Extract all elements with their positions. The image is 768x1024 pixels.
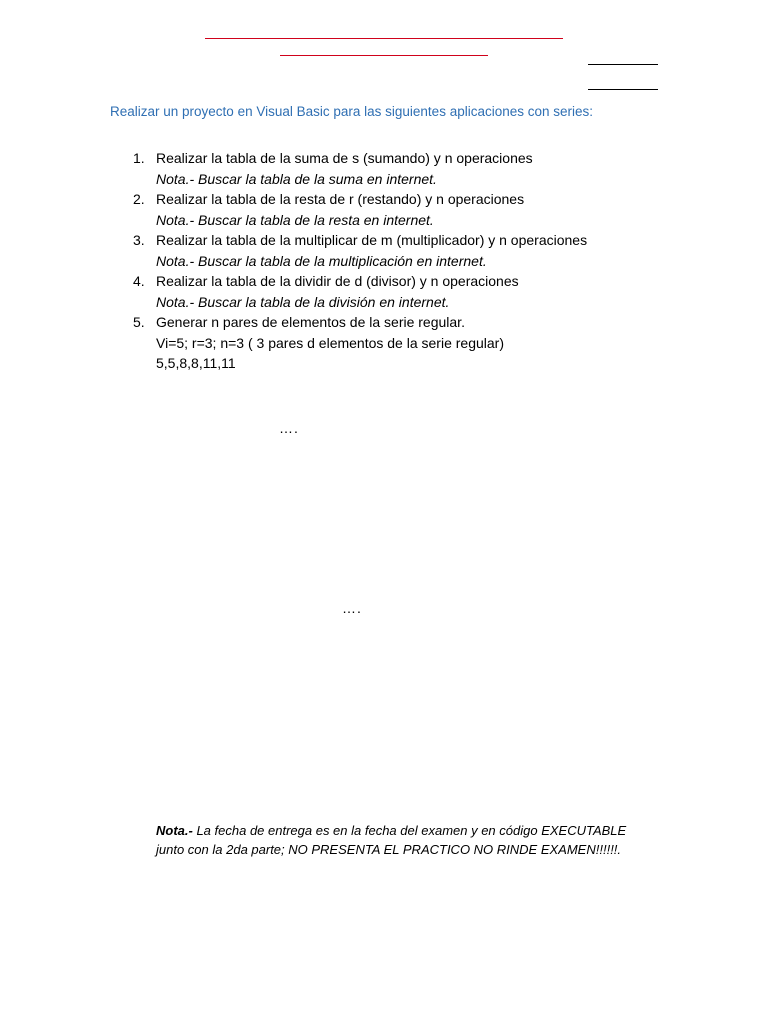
list-item: [124, 148, 684, 189]
item-text: Generar n pares de elementos de la serie regular.: [156, 314, 465, 330]
item-series-example: 5,5,8,8,11,11: [156, 355, 236, 371]
item-note: Nota.- Buscar la tabla de la multiplicación en internet.: [156, 252, 487, 269]
ellipsis-1: ….: [279, 420, 299, 436]
item-number: 2.: [133, 191, 145, 207]
item-note: Nota.- Buscar la tabla de la suma en internet.: [156, 170, 437, 187]
header-line-subtitle: [280, 55, 488, 56]
list-item: [124, 312, 684, 374]
list-item: [124, 230, 684, 271]
task-list: [124, 148, 684, 374]
item-note: Nota.- Buscar la tabla de la división en internet.: [156, 293, 450, 310]
item-parameters: Vi=5; r=3; n=3 ( 3 pares d elementos de la serie regular): [156, 334, 504, 351]
item-number: 4.: [133, 273, 145, 289]
item-text: Realizar la tabla de la resta de r (restando) y n operaciones: [156, 191, 525, 207]
item-number: 1.: [133, 150, 145, 166]
header-line-title: [205, 38, 563, 39]
intro-text: Realizar un proyecto en Visual Basic para las siguientes aplicaciones con series:: [110, 104, 594, 119]
final-note-label: Nota.-: [156, 823, 193, 838]
item-number: 5.: [133, 314, 145, 330]
item-text: Realizar la tabla de la dividir de d (divisor) y n operaciones: [156, 273, 519, 289]
header-line-right-1: [588, 64, 658, 65]
item-text: Realizar la tabla de la multiplicar de m (multiplicador) y n operaciones: [156, 232, 588, 248]
item-text: Realizar la tabla de la suma de s (sumando) y n operaciones: [156, 150, 533, 166]
list-item: [124, 189, 684, 230]
list-item: [124, 271, 684, 312]
ellipsis-2: ….: [342, 600, 362, 616]
final-note: [156, 821, 656, 859]
item-note: Nota.- Buscar la tabla de la resta en internet.: [156, 211, 434, 228]
final-note-text: La fecha de entrega es en la fecha del examen y en código EXECUTABLE junto con la 2da parte; NO PRESENTA EL PRACTICO NO RINDE EXAMEN!!!!!!.: [156, 823, 627, 857]
header-line-right-2: [588, 89, 658, 90]
item-number: 3.: [133, 232, 145, 248]
